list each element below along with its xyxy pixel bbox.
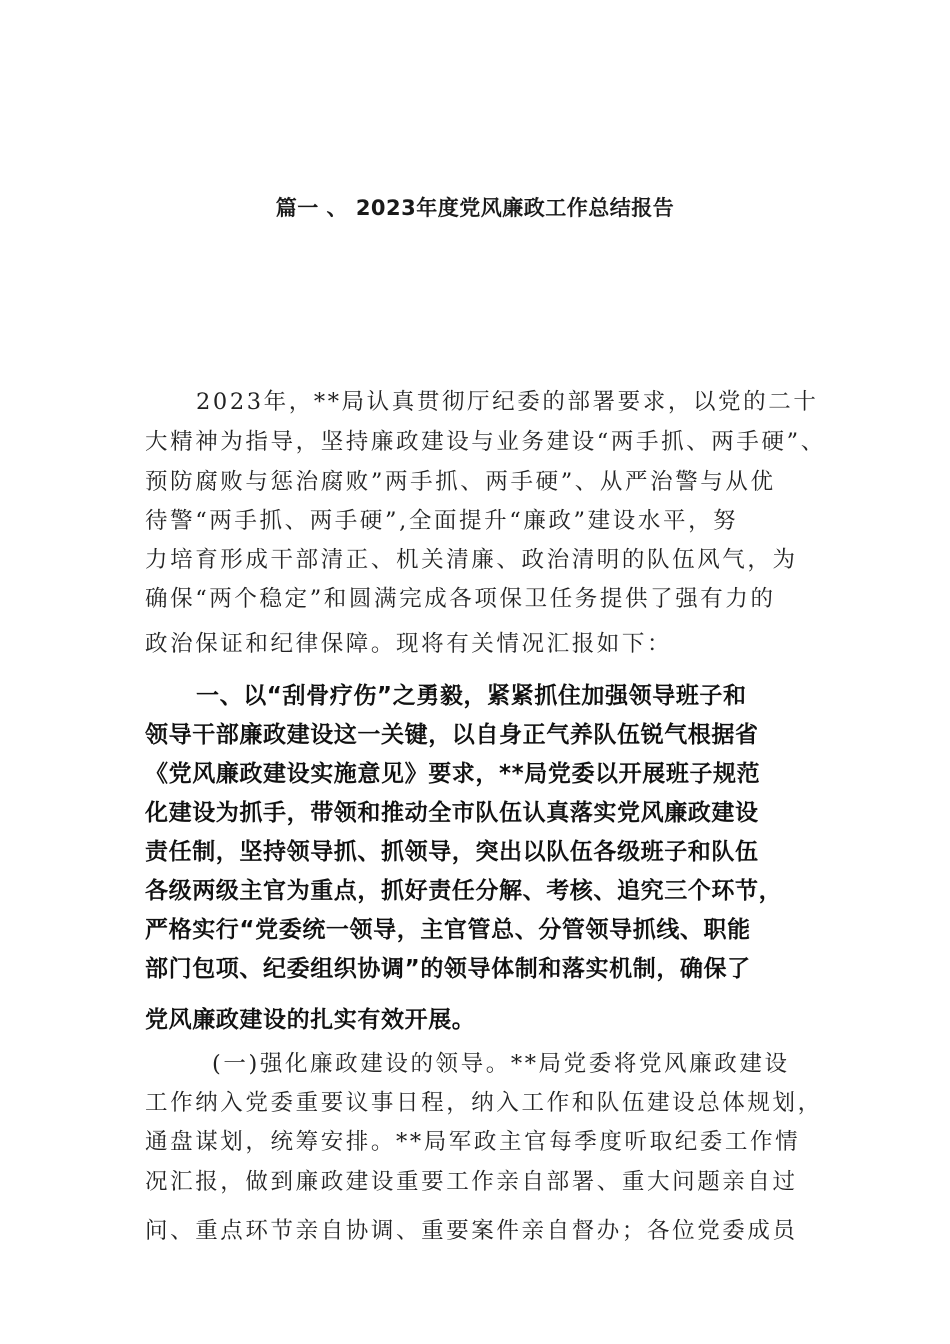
subsection-one-line-5: 问、重点环节亲自协调、重要案件亲自督办；各位党委成员 (145, 1218, 798, 1244)
section-one-line-3: 《党风廉政建设实施意见》要求，**局党委以开展班子规范 (145, 761, 761, 787)
section-one-line-5: 责任制，坚持领导抓、抓领导，突出以队伍各级班子和队伍 (145, 839, 759, 865)
section-one-line-6: 各级两级主官为重点，抓好责任分解、考核、追究三个环节， (145, 878, 783, 904)
subsection-one-line-2: 工作纳入党委重要议事日程，纳入工作和队伍建设总体规划， (145, 1090, 823, 1116)
intro-line-5: 力培育形成干部清正、机关清廉、政治清明的队伍风气，为 (145, 547, 798, 573)
subsection-one-line-3: 通盘谋划，统筹安排。**局军政主官每季度听取纪委工作情 (145, 1129, 801, 1155)
intro-line-3: 预防腐败与惩治腐败”两手抓、两手硬”、从严治警与从优 (145, 469, 776, 495)
subsection-one-line-1: (一)强化廉政建设的领导。**局党委将党风廉政建设 (212, 1051, 790, 1077)
subsection-one-line-4: 况汇报，做到廉政建设重要工作亲自部署、重大问题亲自过 (145, 1169, 798, 1195)
document-title: 篇一 、 2023年度党风廉政工作总结报告 (275, 196, 675, 220)
section-one-line-4: 化建设为抓手，带领和推动全市队伍认真落实党风廉政建设 (145, 800, 759, 826)
intro-line-1: 2023年，**局认真贯彻厅纪委的部署要求，以党的二十 (196, 389, 819, 415)
section-one-line-1: 一、以“刮骨疗伤”之勇毅，紧紧抓住加强领导班子和 (196, 683, 747, 709)
section-one-line-2: 领导干部廉政建设这一关键，以自身正气养队伍锐气根据省 (145, 722, 759, 748)
intro-line-6: 确保“两个稳定”和圆满完成各项保卫任务提供了强有力的 (145, 586, 776, 612)
section-one-line-7: 严格实行“党委统一领导，主官管总、分管领导抓线、职能 (145, 917, 751, 943)
section-one-line-9: 党风廉政建设的扎实有效开展。 (145, 1007, 476, 1033)
section-one-line-8: 部门包项、纪委组织协调”的领导体制和落实机制，确保了 (145, 956, 751, 982)
intro-line-4: 待警“两手抓、两手硬”,全面提升“廉政”建设水平，努 (145, 508, 739, 534)
intro-line-7: 政治保证和纪律保障。现将有关情况汇报如下： (145, 631, 673, 657)
intro-line-2: 大精神为指导，坚持廉政建设与业务建设“两手抓、两手硬”、 (145, 429, 826, 455)
